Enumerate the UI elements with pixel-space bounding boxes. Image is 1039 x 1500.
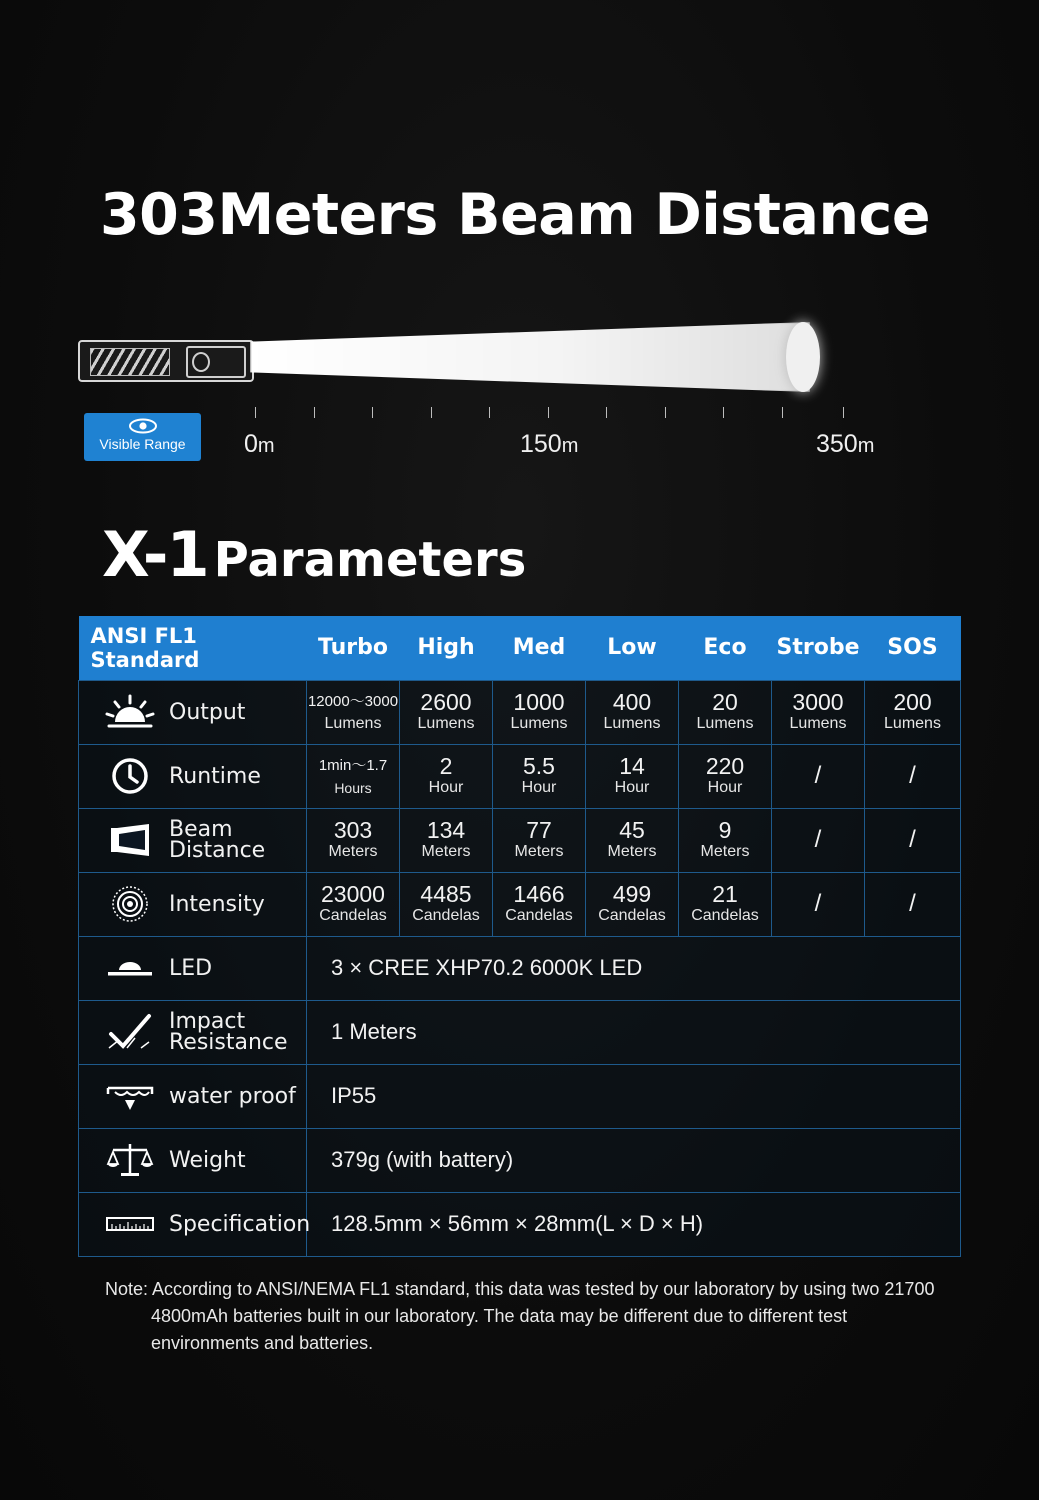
cell-runtime-med: 5.5 Hour bbox=[493, 744, 586, 808]
table-row-waterproof bbox=[79, 1064, 961, 1128]
clock-icon bbox=[105, 756, 155, 796]
beam-illustration bbox=[0, 310, 1039, 400]
distance-scale bbox=[255, 407, 845, 419]
header-eco: Eco bbox=[679, 616, 772, 680]
cell-waterproof-value: IP55 bbox=[307, 1064, 961, 1128]
header-sos: SOS bbox=[865, 616, 961, 680]
impact-icon bbox=[105, 1012, 155, 1052]
cell-output-sos: 200 Lumens bbox=[865, 680, 961, 744]
beam-icon bbox=[105, 820, 155, 860]
cell-output-strobe: 3000 Lumens bbox=[772, 680, 865, 744]
cell-beam-sos: / bbox=[865, 808, 961, 872]
cell-runtime-low: 14 Hour bbox=[586, 744, 679, 808]
table-row-specification bbox=[79, 1192, 961, 1256]
eye-icon bbox=[128, 418, 158, 434]
cell-beam-turbo: 303 Meters bbox=[307, 808, 400, 872]
cell-output-turbo: 12000～3000 Lumens bbox=[307, 680, 400, 744]
table-row-led bbox=[79, 936, 961, 1000]
footnote: Note: According to ANSI/NEMA FL1 standard, this data was tested by our laboratory by using two 21700 4800mAh batteries built in our laboratory. The data may be different due to different test environments and batteries. bbox=[105, 1279, 935, 1353]
cell-output-eco: 20 Lumens bbox=[679, 680, 772, 744]
parameters-heading bbox=[102, 518, 526, 591]
table-row-runtime bbox=[79, 744, 961, 808]
cell-weight-value: 379g (with battery) bbox=[307, 1128, 961, 1192]
header-turbo: Turbo bbox=[307, 616, 400, 680]
cell-intensity-eco: 21 Candelas bbox=[679, 872, 772, 936]
row-label-impact: Impact Resistance bbox=[79, 1000, 307, 1064]
cell-runtime-turbo: 1min～1.7 Hours bbox=[307, 744, 400, 808]
light-beam bbox=[250, 322, 810, 392]
row-label-runtime: Runtime bbox=[79, 744, 307, 808]
page-title: 303Meters Beam Distance bbox=[100, 182, 930, 248]
row-label-intensity: Intensity bbox=[79, 872, 307, 936]
led-icon bbox=[105, 948, 155, 988]
parameters-label: Parameters bbox=[213, 532, 527, 588]
cell-intensity-high: 4485 Candelas bbox=[400, 872, 493, 936]
cell-runtime-high: 2 Hour bbox=[400, 744, 493, 808]
cell-output-low: 400 Lumens bbox=[586, 680, 679, 744]
flashlight-icon bbox=[78, 340, 254, 382]
cell-beam-med: 77 Meters bbox=[493, 808, 586, 872]
ruler-icon bbox=[105, 1204, 155, 1244]
scale-mark-150: 150m bbox=[520, 430, 579, 458]
table-row-impact bbox=[79, 1000, 961, 1064]
row-label-output: Output bbox=[79, 680, 307, 744]
visible-range-label: Visible Range bbox=[99, 436, 186, 452]
model-name: X-1 bbox=[102, 518, 208, 591]
cell-beam-high: 134 Meters bbox=[400, 808, 493, 872]
cell-output-med: 1000 Lumens bbox=[493, 680, 586, 744]
cell-beam-strobe: / bbox=[772, 808, 865, 872]
header-med: Med bbox=[493, 616, 586, 680]
scale-mark-350: 350m bbox=[816, 430, 875, 458]
cell-led-value: 3 × CREE XHP70.2 6000K LED bbox=[307, 936, 961, 1000]
cell-impact-value: 1 Meters bbox=[307, 1000, 961, 1064]
cell-output-high: 2600 Lumens bbox=[400, 680, 493, 744]
sun-icon bbox=[105, 692, 155, 732]
cell-spec-value: 128.5mm × 56mm × 28mm(L × D × H) bbox=[307, 1192, 961, 1256]
parameters-table bbox=[78, 616, 961, 1257]
cell-intensity-strobe: / bbox=[772, 872, 865, 936]
scale-mark-0: 0m bbox=[244, 430, 275, 458]
header-high: High bbox=[400, 616, 493, 680]
light-beam-end bbox=[786, 322, 820, 392]
cell-intensity-sos: / bbox=[865, 872, 961, 936]
header-strobe: Strobe bbox=[772, 616, 865, 680]
table-row-beam-distance bbox=[79, 808, 961, 872]
cell-beam-low: 45 Meters bbox=[586, 808, 679, 872]
row-label-specification: Specification bbox=[79, 1192, 307, 1256]
visible-range-badge bbox=[84, 413, 201, 461]
table-row-intensity bbox=[79, 872, 961, 936]
waterproof-icon bbox=[105, 1076, 155, 1116]
table-row-weight bbox=[79, 1128, 961, 1192]
cell-runtime-sos: / bbox=[865, 744, 961, 808]
row-label-waterproof: water proof bbox=[79, 1064, 307, 1128]
target-icon bbox=[105, 884, 155, 924]
cell-intensity-turbo: 23000 Candelas bbox=[307, 872, 400, 936]
cell-intensity-med: 1466 Candelas bbox=[493, 872, 586, 936]
row-label-led: LED bbox=[79, 936, 307, 1000]
row-label-weight: Weight bbox=[79, 1128, 307, 1192]
header-standard: ANSI FL1 Standard bbox=[79, 616, 307, 680]
table-row-output bbox=[79, 680, 961, 744]
scale-icon bbox=[105, 1140, 155, 1180]
cell-intensity-low: 499 Candelas bbox=[586, 872, 679, 936]
cell-beam-eco: 9 Meters bbox=[679, 808, 772, 872]
cell-runtime-eco: 220 Hour bbox=[679, 744, 772, 808]
header-low: Low bbox=[586, 616, 679, 680]
table-header-row bbox=[79, 616, 961, 680]
cell-runtime-strobe: / bbox=[772, 744, 865, 808]
row-label-beam-distance: Beam Distance bbox=[79, 808, 307, 872]
